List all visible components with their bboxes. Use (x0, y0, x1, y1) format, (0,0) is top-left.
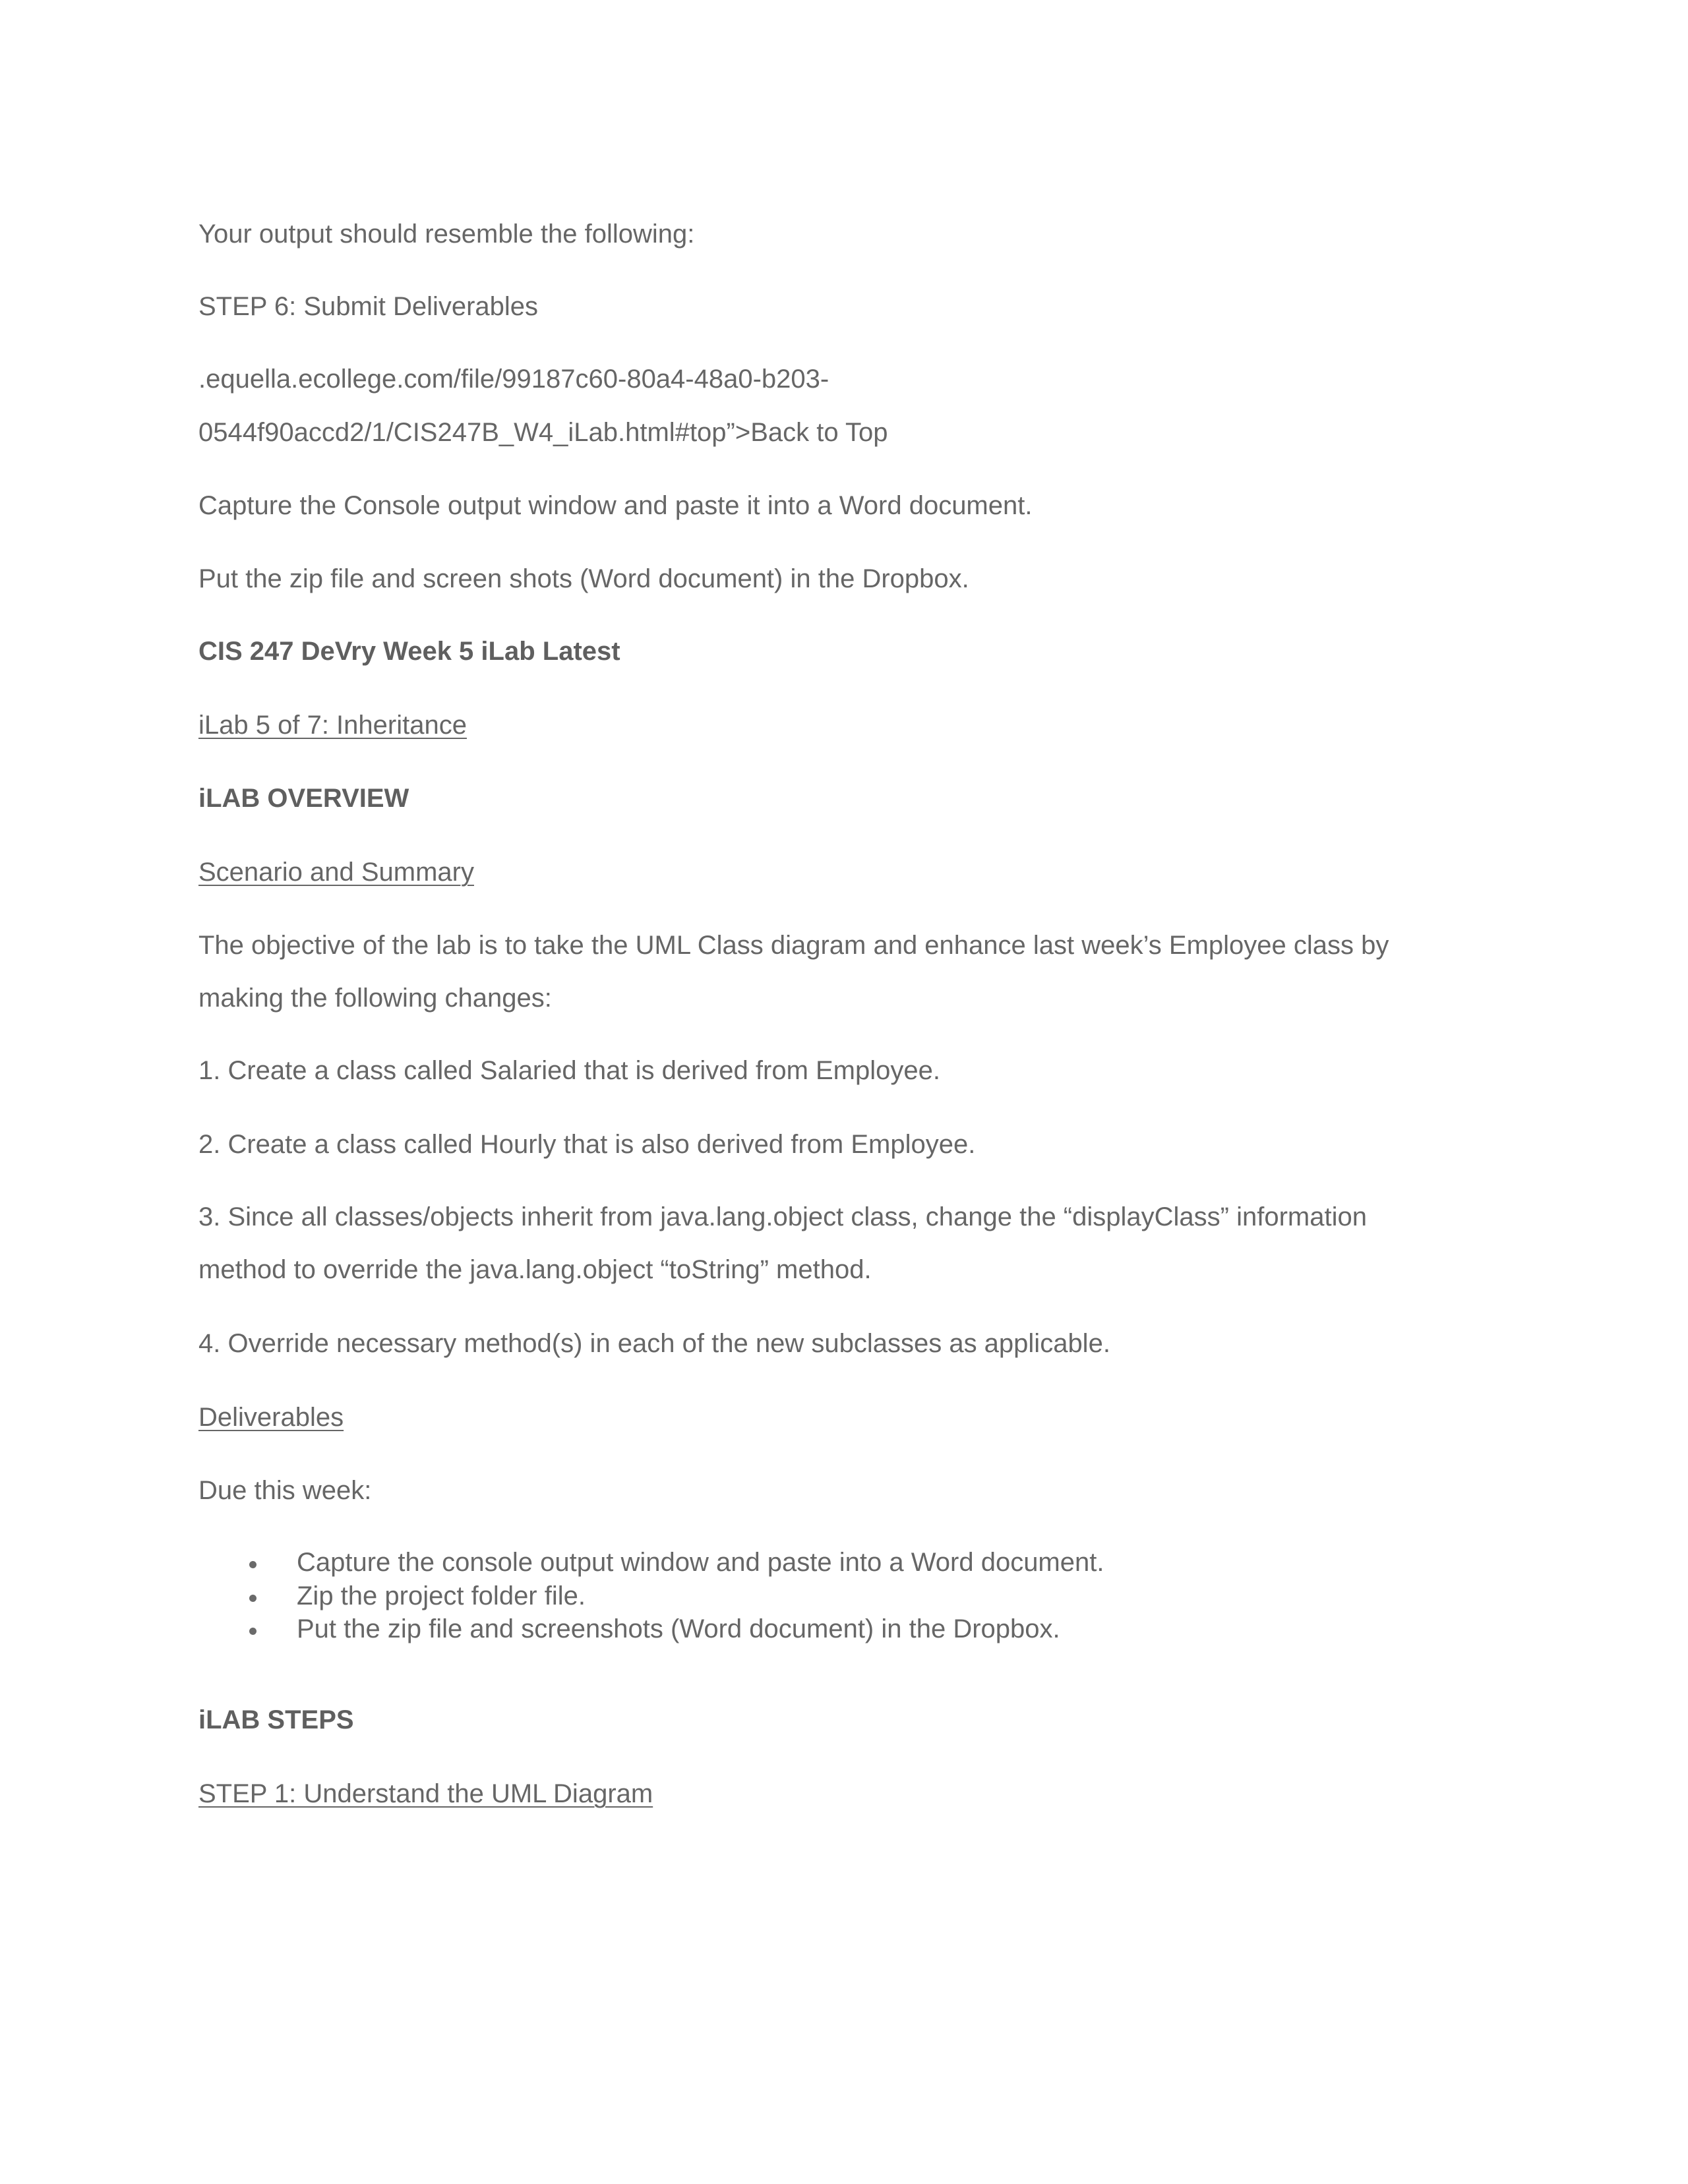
ilab-steps-heading: iLAB STEPS (198, 1705, 354, 1734)
step6-heading: STEP 6: Submit Deliverables (198, 292, 539, 321)
capture-console-instruction: Capture the Console output window and paste it into a Word document. (198, 491, 1033, 520)
intro-text: Your output should resemble the following: (198, 220, 695, 249)
dropbox-instruction: Put the zip file and screen shots (Word document) in the Dropbox. (198, 564, 969, 593)
list-item: Put the zip file and screenshots (Word document) in the Dropbox. (297, 1614, 1060, 1643)
back-to-top-link-line1[interactable]: .equella.ecollege.com/file/99187c60-80a4-48a0-b203- (198, 365, 829, 394)
objective-text-line2: making the following changes: (198, 984, 552, 1013)
due-this-week-label: Due this week: (198, 1476, 372, 1505)
ilab-overview-heading: iLAB OVERVIEW (198, 784, 409, 813)
bullet-icon (249, 1628, 256, 1635)
deliverables-heading: Deliverables (198, 1403, 344, 1432)
ilab-inheritance-link[interactable]: iLab 5 of 7: Inheritance (198, 711, 467, 740)
change-item-1: 1. Create a class called Salaried that is derived from Employee. (198, 1056, 940, 1085)
list-item: Zip the project folder file. (297, 1581, 586, 1610)
scenario-summary-heading: Scenario and Summary (198, 858, 474, 887)
week5-title: CIS 247 DeVry Week 5 iLab Latest (198, 637, 620, 666)
change-item-3-line1: 3. Since all classes/objects inherit from java.lang.object class, change the “displayClass” information (198, 1202, 1367, 1231)
change-item-4: 4. Override necessary method(s) in each of the new subclasses as applicable. (198, 1329, 1110, 1358)
change-item-2: 2. Create a class called Hourly that is also derived from Employee. (198, 1130, 976, 1159)
bullet-icon (249, 1595, 256, 1602)
step1-uml-heading: STEP 1: Understand the UML Diagram (198, 1779, 653, 1808)
bullet-icon (249, 1561, 256, 1568)
back-to-top-link-line2[interactable]: 0544f90accd2/1/CIS247B_W4_iLab.html#top”>Back to Top (198, 418, 888, 447)
list-item: Capture the console output window and paste into a Word document. (297, 1548, 1104, 1577)
objective-text-line1: The objective of the lab is to take the UML Class diagram and enhance last week’s Employee class by (198, 931, 1389, 960)
change-item-3-line2: method to override the java.lang.object “toString” method. (198, 1255, 872, 1284)
